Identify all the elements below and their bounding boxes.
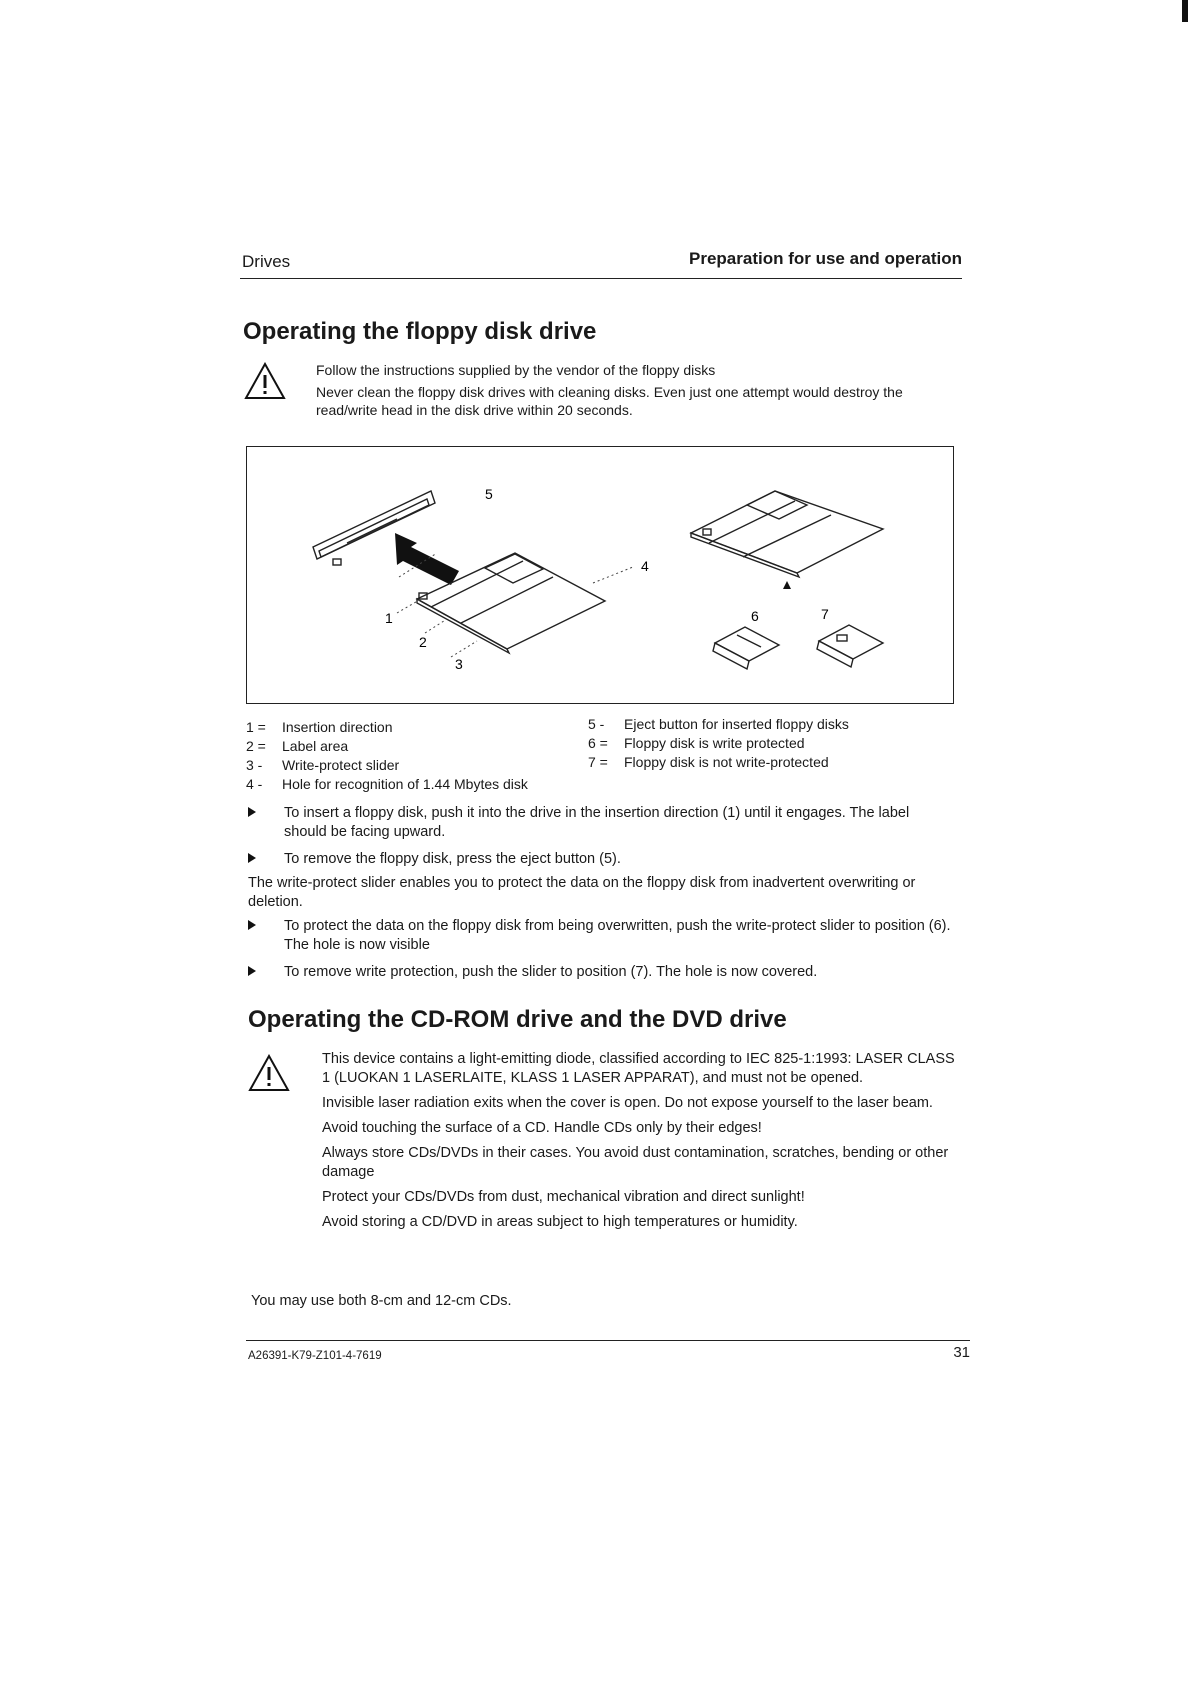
scan-edge-mark <box>1182 0 1188 22</box>
legend-item-6: 6 = Floppy disk is write protected <box>588 735 805 751</box>
figure-label-4: 4 <box>641 558 649 574</box>
legend-item-5: 5 - Eject button for inserted floppy disks <box>588 716 849 732</box>
cdrom-warning-5: Protect your CDs/DVDs from dust, mechanical vibration and direct sunlight! <box>322 1189 805 1205</box>
floppy-warning-2: Never clean the floppy disk drives with cleaning disks. Even just one attempt would destroy the read/write head in the disk drive within 20 seconds. <box>316 384 903 418</box>
cdrom-warning-2: Invisible laser radiation exits when the cover is open. Do not expose yourself to the laser beam. <box>322 1095 933 1111</box>
running-header-section: Drives <box>242 252 291 271</box>
figure-label-3: 3 <box>455 656 463 672</box>
floppy-warning-1: Follow the instructions supplied by the vendor of the floppy disks <box>316 362 716 378</box>
floppy-step-remove: To remove the floppy disk, press the eject button (5). <box>284 850 954 869</box>
floppy-figure <box>246 446 954 704</box>
figure-label-2: 2 <box>419 634 427 650</box>
warning-triangle-icon <box>248 1054 290 1092</box>
floppy-step-protect: To protect the data on the floppy disk from being overwritten, push the write-protect slider to position (6). The hole is now visible <box>284 917 954 955</box>
bullet-arrow-icon <box>248 853 256 863</box>
legend-item-3: 3 - Write-protect slider <box>246 757 400 773</box>
insertion-arrow-icon <box>395 533 459 585</box>
cd-size-note: You may use both 8-cm and 12-cm CDs. <box>251 1293 512 1309</box>
cdrom-heading: Operating the CD-ROM drive and the DVD drive <box>248 1006 787 1033</box>
cdrom-warning-1: This device contains a light-emitting diode, classified according to IEC 825-1:1993: LASER CLASS 1 (LUOKAN 1 LASERLAITE, KLASS 1 LASER APPARAT), and must not be opened. <box>322 1051 955 1086</box>
cdrom-warning-4: Always store CDs/DVDs in their cases. You avoid dust contamination, scratches, bending or other damage <box>322 1145 949 1180</box>
floppy-step-insert: To insert a floppy disk, push it into the drive in the insertion direction (1) until it engages. The label should be facing upward. <box>284 804 954 842</box>
floppy-disk-right <box>691 491 883 577</box>
floppy-illustration <box>247 447 953 703</box>
footer-doc-id: A26391-K79-Z101-4-7619 <box>248 1350 382 1362</box>
legend-item-2: 2 = Label area <box>246 738 349 754</box>
figure-label-6: 6 <box>751 608 759 624</box>
warning-triangle-icon <box>244 362 286 400</box>
cdrom-warning-text <box>322 1050 962 1232</box>
bullet-arrow-icon <box>248 966 256 976</box>
write-protect-slider-6 <box>713 627 779 669</box>
header-rule <box>240 278 962 279</box>
cdrom-warning-6: Avoid storing a CD/DVD in areas subject to high temperatures or humidity. <box>322 1214 798 1230</box>
legend-item-4: 4 - Hole for recognition of 1.44 Mbytes disk <box>246 776 528 792</box>
figure-label-5: 5 <box>485 486 493 502</box>
floppy-step-unprotect: To remove write protection, push the slider to position (7). The hole is now covered. <box>284 963 954 982</box>
bullet-arrow-icon <box>248 807 256 817</box>
page-number: 31 <box>953 1344 970 1361</box>
figure-label-1: 1 <box>385 610 393 626</box>
write-protect-slider-7 <box>817 625 883 667</box>
floppy-heading: Operating the floppy disk drive <box>243 318 597 345</box>
write-protect-paragraph: The write-protect slider enables you to protect the data on the floppy disk from inadvertent overwriting or deletion. <box>248 875 916 910</box>
floppy-warning-text <box>316 361 936 419</box>
running-header-chapter: Preparation for use and operation <box>689 249 962 268</box>
cdrom-warning-3: Avoid touching the surface of a CD. Handle CDs only by their edges! <box>322 1120 762 1136</box>
legend-item-1: 1 = Insertion direction <box>246 719 393 735</box>
pointer-arrow-icon <box>783 581 791 589</box>
legend-item-7: 7 = Floppy disk is not write-protected <box>588 754 829 770</box>
footer-rule <box>246 1340 970 1341</box>
bullet-arrow-icon <box>248 920 256 930</box>
figure-label-7: 7 <box>821 606 829 622</box>
